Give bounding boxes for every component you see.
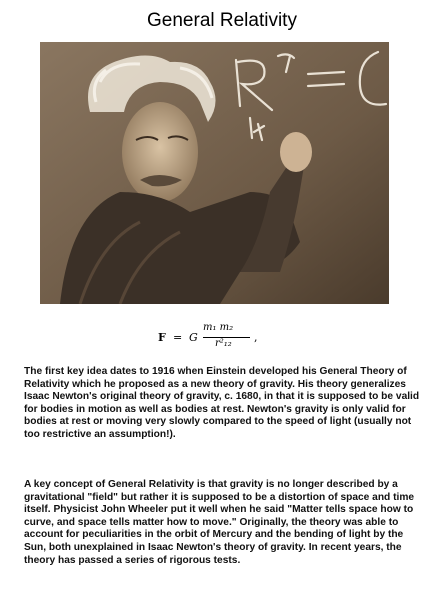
paragraph-key-concept: A key concept of General Relativity is that gravity is no longer described by a gravitational "field" but rather it is supposed to be a distortion of space and time itself. Physicist John Wheeler put it well when he said "Matter tells space how to curve, and space tells matter how to move." Originally, the theory was able to account for peculiarities in the orbit of Mercury and the bending of light by the Sun, both unexplained in Isaac Newton's theory of gravity. In recent years, the theory has passed a series of rigorous tests. <box>24 479 415 566</box>
paragraph-history: The first key idea dates to 1916 when Einstein developed his General Theory of Relativity which he proposed as a new theory of gravity. His theory generalizes Isaac Newton's original theory of gravity, c. 1680, in that it is supposed to be valid for bodies in motion as well as bodies at rest. Newton's gravity is only valid for bodies at rest or moving very slowly compared to the speed of light (usually not too restrictive an assumption!). <box>24 366 420 440</box>
formula-numerator: m₁ m₂ <box>203 322 234 333</box>
formula-lhs: F <box>158 331 166 344</box>
formula-equals: = <box>173 331 183 344</box>
formula-comma: , <box>254 331 258 344</box>
einstein-photo <box>40 42 389 304</box>
formula-constant: G <box>189 331 198 344</box>
gravity-formula <box>158 322 298 360</box>
formula-denominator: r²₁₂ <box>215 338 232 349</box>
page-title: General Relativity <box>147 10 297 31</box>
einstein-chalkboard-image <box>40 42 389 304</box>
